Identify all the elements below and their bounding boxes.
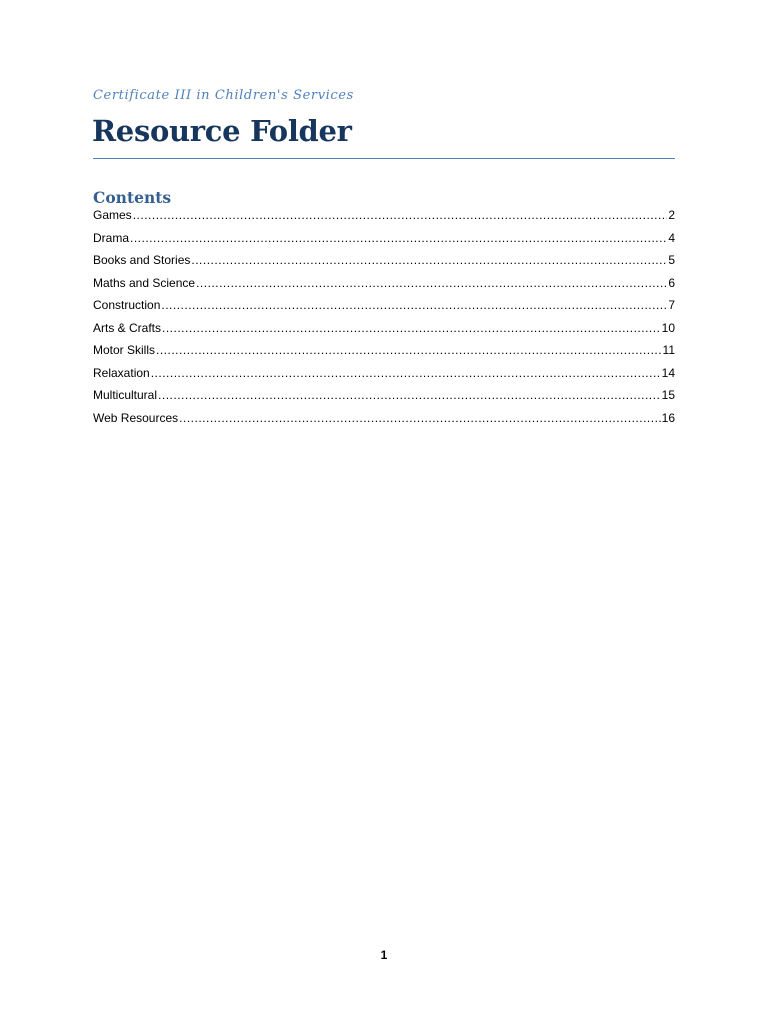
toc-entry-web-resources[interactable] (93, 411, 675, 434)
toc-entry-drama[interactable] (93, 231, 675, 254)
title-divider (93, 158, 675, 159)
toc-dot-leader (179, 411, 660, 425)
toc-entry-page: 4 (668, 230, 675, 245)
toc-entry-games[interactable] (93, 208, 675, 231)
contents-heading: Contents (93, 188, 172, 207)
toc-dot-leader (133, 208, 668, 222)
toc-entry-label: Games (93, 208, 132, 222)
document-subtitle: Certificate III in Children's Services (93, 88, 354, 103)
toc-entry-page: 10 (661, 320, 675, 335)
toc-dot-leader (130, 231, 667, 245)
toc-dot-leader (156, 343, 662, 357)
toc-entry-arts-and-crafts[interactable] (93, 321, 675, 344)
toc-entry-books-and-stories[interactable] (93, 253, 675, 276)
toc-entry-label: Construction (93, 298, 161, 312)
toc-entry-maths-and-science[interactable] (93, 276, 675, 299)
toc-entry-label: Multicultural (93, 388, 158, 402)
toc-entry-motor-skills[interactable] (93, 343, 675, 366)
toc-entry-relaxation[interactable] (93, 366, 675, 389)
toc-entry-page: 14 (661, 365, 675, 380)
toc-entry-label: Maths and Science (93, 275, 196, 290)
toc-entry-label: Drama (93, 230, 130, 245)
table-of-contents (93, 208, 675, 433)
document-title: Resource Folder (92, 114, 352, 148)
toc-entry-page: 11 (662, 343, 675, 357)
toc-entry-page: 15 (661, 388, 675, 402)
toc-entry-page: 6 (668, 275, 675, 290)
toc-entry-label: Motor Skills (93, 343, 156, 357)
page-number: 1 (380, 948, 388, 962)
toc-entry-label: Web Resources (93, 410, 179, 425)
toc-dot-leader (161, 298, 667, 312)
toc-entry-page: 2 (668, 208, 675, 222)
toc-dot-leader (151, 366, 661, 380)
toc-entry-page: 5 (668, 253, 675, 267)
toc-dot-leader (196, 276, 667, 290)
toc-entry-label: Books and Stories (93, 253, 191, 267)
toc-entry-label: Arts & Crafts (93, 320, 162, 335)
toc-entry-construction[interactable] (93, 298, 675, 321)
toc-dot-leader (191, 253, 667, 267)
toc-entry-page: 7 (668, 298, 675, 312)
toc-dot-leader (162, 321, 661, 335)
toc-dot-leader (158, 388, 661, 402)
toc-entry-page: 16 (661, 410, 675, 425)
toc-entry-label: Relaxation (93, 365, 150, 380)
toc-entry-multicultural[interactable] (93, 388, 675, 411)
